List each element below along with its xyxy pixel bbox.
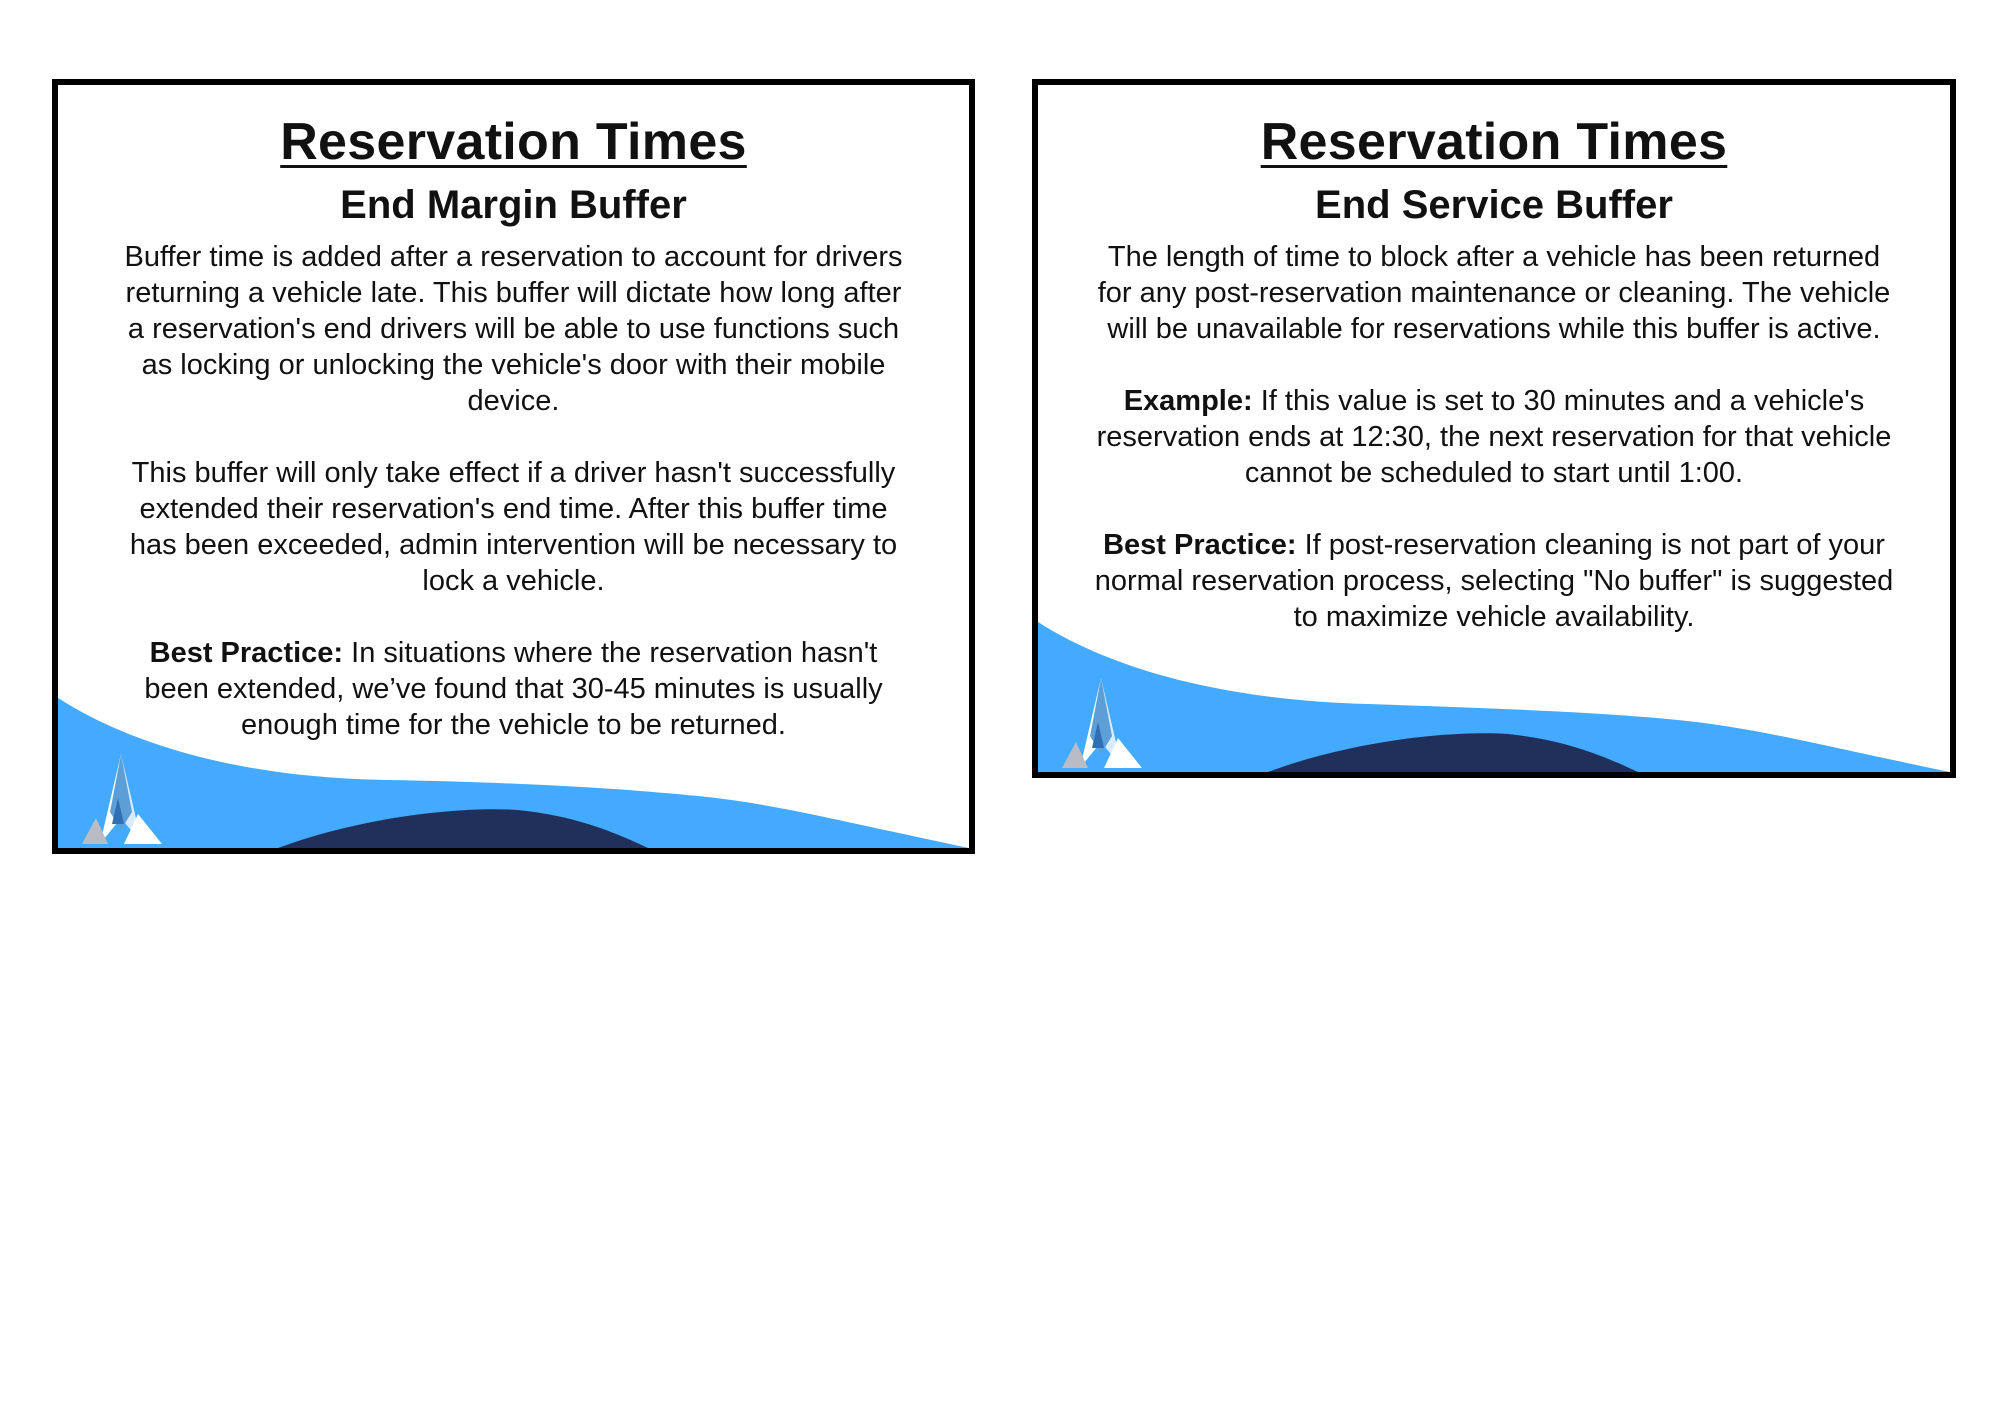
card-title: Reservation Times — [1260, 113, 1728, 171]
card-content — [58, 85, 969, 743]
card-body — [1094, 239, 1894, 635]
best-practice-text: In situations where the reservation hasn't been extended, we’ve found that 30-45 minutes is usually enough time for the vehicle to be returned. — [144, 637, 883, 741]
card-title: Reservation Times — [280, 113, 747, 171]
best-practice-paragraph — [119, 635, 909, 743]
example-paragraph — [1094, 383, 1894, 491]
mountain-logo-icon — [80, 752, 162, 844]
decorative-wave — [1038, 622, 1950, 772]
card-content — [1038, 85, 1950, 635]
paragraph-description: The length of time to block after a vehicle has been returned for any post-reservation maintenance or cleaning. The vehicle will be unavailable for reservations while this buffer is active. — [1097, 241, 1891, 345]
paragraph-effect: This buffer will only take effect if a driver hasn't successfully extended their reservation's end time. After this buffer time has been exceeded, admin intervention will be necessary to lock a vehicle. — [129, 457, 898, 597]
example-label: Example: — [1123, 385, 1253, 417]
best-practice-label: Best Practice: — [1103, 529, 1297, 561]
mountain-logo-icon — [1060, 676, 1142, 768]
example-text: If this value is set to 30 minutes and a vehicle's reservation ends at 12:30, the next reservation for that vehicle cannot be scheduled to start until 1:00. — [1096, 385, 1892, 489]
best-practice-paragraph — [1094, 527, 1894, 635]
card-body — [119, 239, 909, 743]
best-practice-label: Best Practice: — [149, 637, 344, 669]
card-subtitle: End Margin Buffer — [340, 183, 687, 227]
card-end-margin-buffer — [52, 79, 975, 854]
best-practice-text: If post-reservation cleaning is not part of your normal reservation process, selecting "No buffer" is suggested to maximize vehicle availability. — [1094, 529, 1894, 633]
card-subtitle: End Service Buffer — [1315, 183, 1673, 227]
card-end-service-buffer — [1032, 79, 1956, 778]
paragraph-description: Buffer time is added after a reservation to account for drivers returning a vehicle late. This buffer will dictate how long after a reservation's end drivers will be able to use functions such as locking or unlocking the vehicle's door with their mobile device. — [124, 241, 903, 417]
